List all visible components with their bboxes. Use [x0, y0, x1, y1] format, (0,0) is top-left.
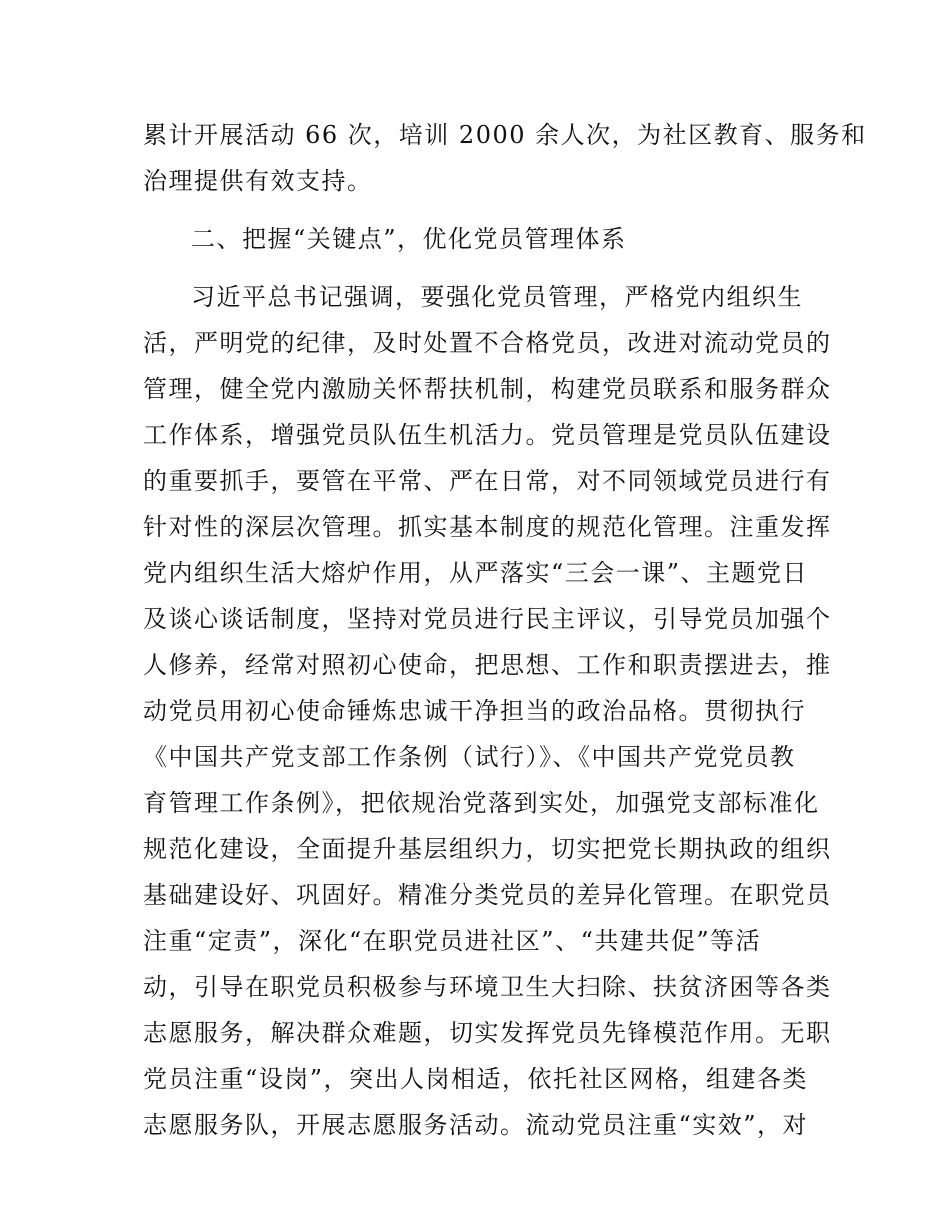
- text-line: 累计开展活动 66 次，培训 2000 余人次，为社区教育、服务和: [143, 121, 867, 149]
- text-line: 针对性的深层次管理。抓实基本制度的规范化管理。注重发挥: [143, 513, 832, 541]
- text-line: 的重要抓手，要管在平常、严在日常，对不同领域党员进行有: [143, 467, 832, 495]
- text-line: 注重“定责”，深化“在职党员进社区”、“共建共促”等活: [143, 927, 762, 955]
- document-body: [143, 112, 867, 1148]
- text-line: 志愿服务队，开展志愿服务活动。流动党员注重“实效”，对: [143, 1111, 809, 1139]
- text-line: 动党员用初心使命锤炼忠诚干净担当的政治品格。贯彻执行: [143, 697, 806, 725]
- text-line: 管理，健全党内激励关怀帮扶机制，构建党员联系和服务群众: [143, 375, 832, 403]
- text-line: 党内组织生活大熔炉作用，从严落实“三会一课”、主题党日: [143, 559, 809, 587]
- text-line: 习近平总书记强调，要强化党员管理，严格党内组织生: [191, 283, 803, 311]
- text-line: 党员注重“设岗”，突出人岗相适，依托社区网格，组建各类: [143, 1065, 809, 1093]
- text-line: 治理提供有效支持。: [143, 167, 373, 195]
- text-line: 规范化建设，全面提升基层组织力，切实把党长期执政的组织: [143, 835, 832, 863]
- text-line: 及谈心谈话制度，坚持对党员进行民主评议，引导党员加强个: [143, 605, 832, 633]
- text-line: 基础建设好、巩固好。精准分类党员的差异化管理。在职党员: [143, 881, 832, 909]
- text-line: 人修养，经常对照初心使命，把思想、工作和职责摆进去，推: [143, 651, 832, 679]
- text-line: 育管理工作条例》，把依规治党落到实处，加强党支部标准化: [143, 789, 820, 817]
- text-line: 活，严明党的纪律，及时处置不合格党员，改进对流动党员的: [143, 329, 832, 357]
- text-line: 志愿服务，解决群众难题，切实发挥党员先锋模范作用。无职: [143, 1019, 832, 1047]
- paragraph-gap: [143, 262, 813, 274]
- text-line: 《中国共产党支部工作条例（试行）》、《中国共产党党员教: [143, 743, 796, 771]
- text-line: 动，引导在职党员积极参与环境卫生大扫除、扶贫济困等各类: [143, 973, 832, 1001]
- text-line: 工作体系，增强党员队伍生机活力。党员管理是党员队伍建设: [143, 421, 832, 449]
- paragraph-gap: [143, 204, 813, 216]
- section-heading: 二、把握“关键点”，优化党员管理体系: [191, 225, 627, 253]
